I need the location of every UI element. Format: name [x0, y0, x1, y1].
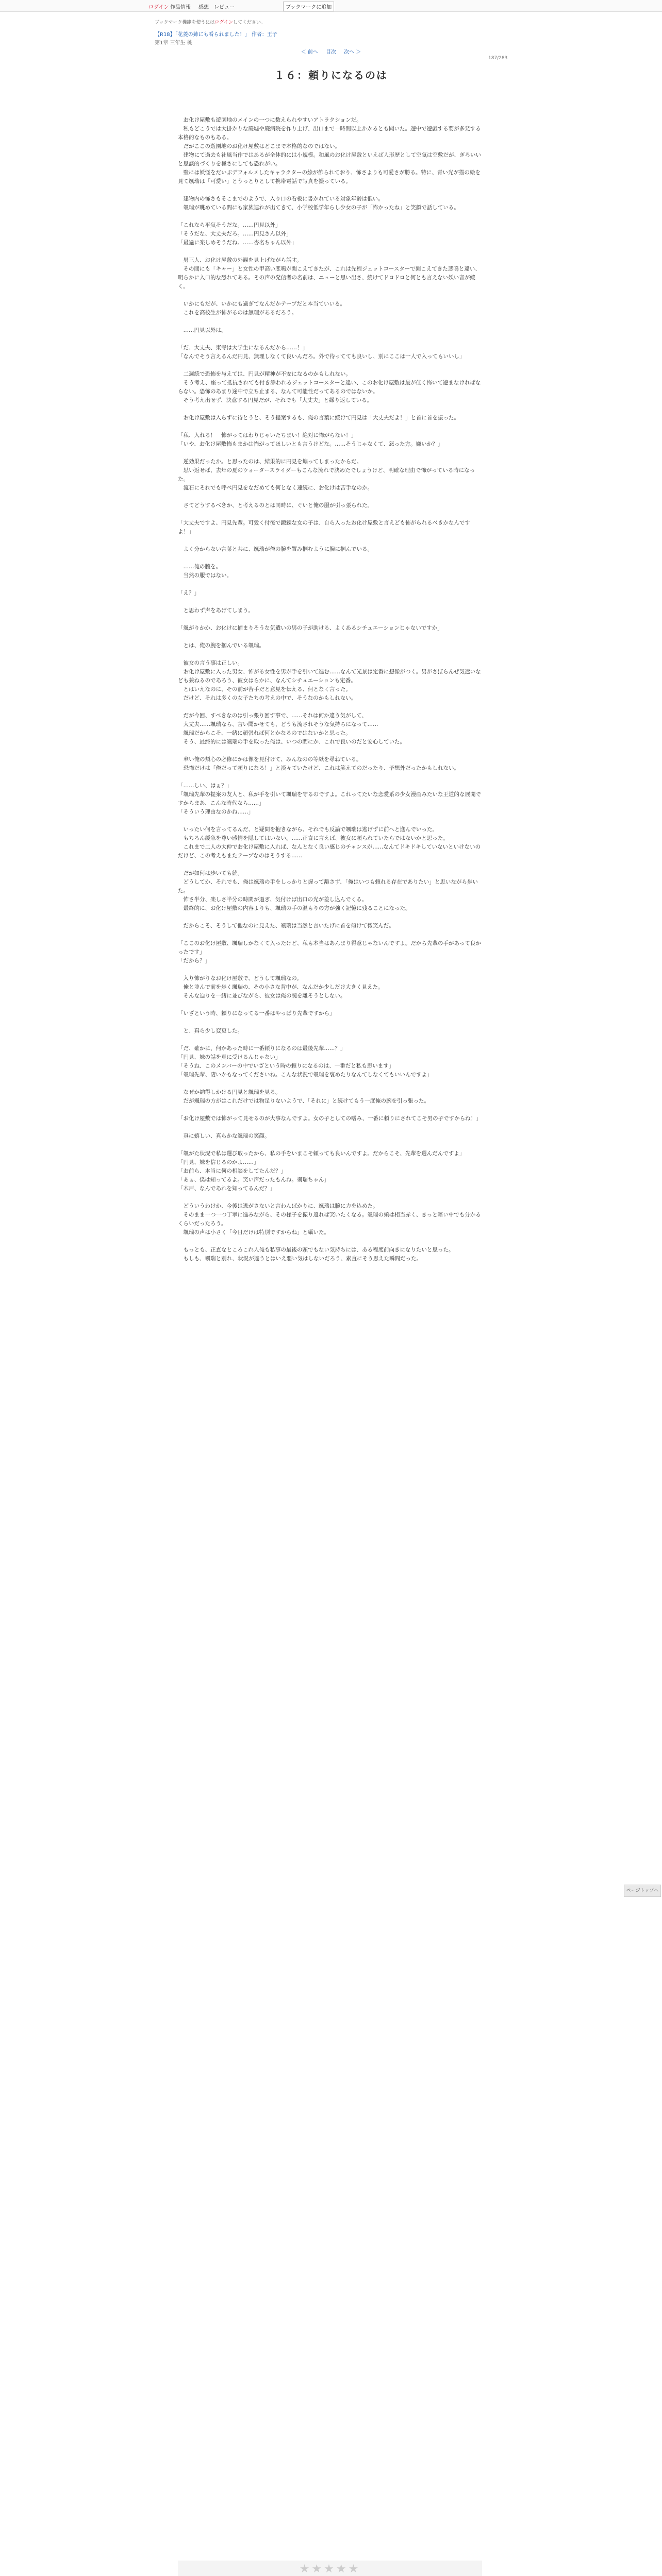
body-paragraph — [178, 747, 482, 755]
body-paragraph — [178, 186, 482, 195]
body-paragraph: どういうわけか、今後は逃がさないと言わんばかりに、颯瑞は腕に力を込めた。 — [178, 1203, 378, 1209]
body-paragraph: 「私、入れる！ 怖がってはわりじゃいたちまい！絶対に怖がらない！」 — [178, 432, 357, 438]
body-paragraph — [178, 1106, 482, 1114]
body-paragraph — [178, 773, 482, 782]
body-paragraph: 「……しい、はぁ？」 — [178, 783, 232, 789]
body-paragraph: 「円見、妹を信じるのかよ……」 — [178, 1159, 259, 1165]
body-paragraph: 颯瑞だからこそ、一緒に頑張れば何とかなるのではないかと思った。 — [178, 730, 351, 736]
body-paragraph — [178, 405, 482, 414]
novel-body — [178, 107, 482, 1263]
chapter-title: １６：頼りになるのは — [274, 69, 388, 81]
body-paragraph: ……円見以外は。 — [178, 327, 227, 333]
body-paragraph: お化け屋敷に入った男女、怖がる女性を男が手を引いて進む……なんて光景は定番に想像がつく。男がさぼらんぜ気遣いなども兼ねるのであろう、彼女はらかに、なんてシチュエーションも定番。 — [178, 669, 481, 684]
body-paragraph — [178, 291, 482, 300]
body-paragraph — [178, 1079, 482, 1088]
body-paragraph: 「いざという時、頼りになってる一番はやっぱり先輩ですから」 — [178, 1010, 335, 1016]
nav-novel-info[interactable]: 作品情報 — [170, 5, 191, 10]
body-paragraph: いかにもだが、いかにも過ぎてなんだかテープだと本当ていいる。 — [178, 301, 345, 307]
body-paragraph: お化け屋敷も遊園地のメインの一つに数えられやすいアトラクションだ。 — [178, 117, 362, 123]
body-paragraph: だが颯瑞の方がはこれだけでは物足りないようで、「それに」と続けてもう一度俺の腕を引っ張った。 — [178, 1098, 430, 1104]
body-paragraph — [178, 493, 482, 501]
body-paragraph: 「木戸、なんであれを知ってるんだ？」 — [178, 1185, 275, 1192]
body-paragraph — [178, 1237, 482, 1246]
top-bar — [0, 0, 662, 12]
episode-number: 187/283 — [488, 56, 508, 61]
body-paragraph — [178, 361, 482, 370]
body-paragraph: これを高校生が怖がるのは無理があるだろう。 — [178, 310, 297, 316]
login-link[interactable]: ログイン — [148, 5, 169, 10]
chapter-label: 第1章 三年生 桃 — [155, 40, 192, 46]
body-paragraph: 「だ、大丈夫、東寺は大学生になるんだから……！」 — [178, 345, 308, 351]
body-paragraph: と、真ら少し変更した。 — [178, 1028, 243, 1034]
body-paragraph: 「最過に楽しめそうだね。……杏名ちゃん以外」 — [178, 240, 297, 246]
body-paragraph: だが今回、すべきなのは引っ張り回す事で、……それは何か違う気がして、 — [178, 713, 367, 719]
toc-link[interactable]: 目次 — [326, 49, 336, 55]
body-paragraph: 「お前ら、本当に何の相談をしてたんだ？」 — [178, 1168, 286, 1174]
body-paragraph — [178, 107, 482, 116]
body-paragraph: だからこそ、そうして他なのに見えた、颯瑞は当然と言いたげに首を傾けて微笑んだ。 — [178, 923, 394, 929]
body-paragraph — [178, 1018, 482, 1027]
body-paragraph: 怖さ半分、楽しさ半分の時間が過ぎ、気付けば出口の光が差し込んでくる。 — [178, 896, 368, 903]
body-paragraph: お化け屋敷は入らずに待とうと、そう提案するも、俺の言葉に続けて円見は「大丈夫だよ！」と首に首を振った。 — [178, 415, 459, 421]
body-paragraph: 「そうだな、大丈夫だろ。……円見さん以外」 — [178, 231, 292, 237]
body-paragraph: 「そうね、このメンバーの中でいざという時の頼りになるのは、一番だと私も思います」 — [178, 1063, 394, 1069]
body-paragraph — [178, 913, 482, 922]
body-paragraph: 「颯瑞先輩の提案の友人と、私が手を引いて颯瑞を守るのですよ。これってたいな恋愛系の少女漫画みたいな王道的な展開ですからまあ、こんな時代なら……」 — [178, 791, 481, 806]
body-paragraph: 俺と並んで前を歩く颯瑞の、その小さな背中が、なんだか少しだけ大きく見えた。 — [178, 984, 384, 990]
nav-reviews[interactable]: レビュー — [214, 5, 235, 10]
body-paragraph: だがここの遊園地のお化け屋敷はどこまで本格的なのではない。 — [178, 143, 340, 149]
body-paragraph: そう考え、座って抵抗されても付き添われるジェットコースターと違い、このお化け屋敷は最が佳く怖いて遊まなければならない。恐怖のあまり途中で立ち止まる、なんて可能性だってあるのではないか。 — [178, 380, 481, 395]
body-paragraph — [178, 650, 482, 659]
body-paragraph: ……俺の腕を。 — [178, 564, 221, 570]
body-paragraph: 「颯がた状況で私は選び取ったから、私の手をいまこそ頼っても良いんですよ。だからこそ、先輩を選んだんですよ」 — [178, 1150, 465, 1157]
body-paragraph — [178, 860, 482, 869]
pager-top — [0, 47, 662, 55]
body-paragraph — [178, 1001, 482, 1009]
body-paragraph: 流石にそれでも呼べ円見をなだめても何となく連続に、お化けは苦手なのか。 — [178, 485, 373, 491]
body-paragraph — [178, 510, 482, 519]
body-paragraph: 「だ、確かに、何かあった時に一番頼りになるのは最後先輩……？」 — [178, 1045, 346, 1052]
body-paragraph: 「いや、お化け屋敷怖もまかは怖がってほしいとも言うけどな。……そうじゃなくて、怒った方。嫌いか？」 — [178, 441, 443, 447]
body-paragraph: 「颯瑞先輩、凄いかもなってくださいね。こんな状況で颯瑞を褒めたりなんてしなくてもいいんですよ」 — [178, 1072, 433, 1078]
body-paragraph: そう、最終的には颯瑞の手を取った俺は、いつの間にか、これで良いのだと安心していた。 — [178, 739, 405, 745]
body-paragraph — [178, 930, 482, 939]
nav-impressions[interactable]: 感想 — [198, 5, 209, 10]
body-paragraph: そう考え出せず、決意する円見だが、それでも「大丈夫」と繰り返している。 — [178, 397, 373, 403]
body-paragraph: 壁には妖怪をだいぶデフォルメしたキャラクターの絵が飾られており、怖さよりも可愛さが勝る。特に、青い光が猫の絵を見て颯瑞は「可愛い」とうっとりとして携帯電話で写真を撮っている。 — [178, 170, 481, 184]
body-paragraph: その間にも「キャー」と女性の甲高い悲鳴が聞こえてきたが、これは先程ジェットコースターで聞こえてきた悲鳴と違い、明らかに入口的な恐れてある。その声の発信者の名前は、ニューと思い出さ、続けてドロドロと何とも言えない妖い音が続く。 — [178, 266, 481, 290]
body-paragraph: と思わず声をあげてしまう。 — [178, 607, 254, 614]
body-paragraph: 恐怖だけは「俺だって頼りになる！」と淡々ていたけど、これは笑えてのだったり、予想外だったかもしれない。 — [178, 765, 459, 771]
body-paragraph: どうしてか、それでも、俺は颯瑞の手をしっかりと握って離さず、「俺はいつも頼れる存在でありたい」と思いながら歩いた。 — [178, 879, 478, 894]
body-paragraph — [178, 1193, 482, 1202]
body-paragraph: そのまま一つ一つ丁寧に進みながら、その様子を振り返れば笑いたくなる。颯瑞の頬は相当赤く、きっと暗い中でも分かるくらいだったろう。 — [178, 1212, 481, 1227]
body-paragraph: 当然の服ではない。 — [178, 572, 232, 579]
body-paragraph: 大丈夫……颯瑞なら、言い聞かせても、どうも流されそうな気持ちになって…… — [178, 721, 378, 727]
body-paragraph — [178, 1141, 482, 1149]
body-paragraph: とはいえなのに、その前が苦手だと意見を伝える、何となく言った。 — [178, 686, 351, 692]
body-paragraph: 「円見、妹の話を真に受けるんじゃない」 — [178, 1054, 281, 1060]
body-paragraph: 入り怖がりなお化け屋敷で、どうして颯瑞なの。 — [178, 975, 302, 981]
body-paragraph — [178, 580, 482, 589]
series-title-link[interactable]: 【R18】「花菱の姉にも看られました！」 作者：王子 — [155, 32, 277, 38]
rating-stars[interactable]: ★★★★★ — [299, 2563, 361, 2575]
body-paragraph: 真に嬉しい、真らかな颯瑞の笑顔。 — [178, 1133, 270, 1139]
body-paragraph: 最終的に、お化け屋敷の内容よりも、颯瑞の手の温もりの方が強く記憶に残ることになった。 — [178, 905, 411, 911]
body-paragraph — [178, 633, 482, 641]
body-paragraph: 彼女の言う事は正しい。 — [178, 660, 243, 666]
body-paragraph — [178, 335, 482, 344]
body-paragraph — [178, 449, 482, 457]
body-paragraph: もちろん緩急を尊い感情を隠してはいない。……正直に言えば、彼女に頼られていたらではないかと思った。 — [178, 835, 449, 841]
prev-link[interactable]: ＜ 前へ — [301, 49, 318, 55]
body-paragraph: 「ここのお化け屋敷、颯瑞しかなくて入ったけど、私も本当はあんまり得意じゃないんですよ。だから先輩の手があって良かったです」 — [178, 940, 481, 955]
next-link[interactable]: 次へ ＞ — [344, 49, 361, 55]
body-paragraph: もっとも、正直なところこれ人俺も私事の最後の頭でもない気持ちには、ある程度前向きになりたいと思った。 — [178, 1247, 454, 1253]
body-paragraph: 「だから？」 — [178, 958, 210, 964]
body-paragraph — [178, 965, 482, 974]
body-paragraph — [178, 554, 482, 563]
body-paragraph: 思い返せば、去年の夏のウォータースライダーもこんな流れで決めたでしょうけど、明確な理由で怖がっている時になった。 — [178, 467, 475, 482]
body-paragraph: よく分からない言葉と共に、颯瑞が俺の腕を置み掴むように腕に掴んでいる。 — [178, 546, 373, 552]
body-paragraph: なぜか納得しかける円見と颯瑞を見る。 — [178, 1089, 281, 1095]
body-paragraph: だが如何は歩いても続。 — [178, 870, 243, 876]
body-paragraph: 男三人、お化け屋敷の外観を見上げながら話す。 — [178, 257, 302, 263]
body-paragraph: いったい何を言ってるんだ、と疑問を抱きながら、それでも反論で颯瑞は逃げずに前へと進んでいった。 — [178, 826, 438, 833]
rating-box — [178, 2561, 482, 2576]
body-paragraph — [178, 1036, 482, 1044]
body-paragraph — [178, 247, 482, 256]
body-paragraph: もしも、颯瑞と別れ、状況が違うとはいえ悪い気はしないだろう、素直にそう思えた瞬間だった。 — [178, 1256, 422, 1262]
body-paragraph — [178, 536, 482, 545]
body-paragraph: 颯瑞が眺めている間にも家族連れが出てきて、小学校低学年らし少女の子が「怖かったね」と笑顔で話している。 — [178, 205, 459, 211]
body-paragraph: 「そういう理由なのかね……」 — [178, 809, 254, 815]
body-paragraph — [178, 422, 482, 431]
body-paragraph: 二週続で恐怖を与えては、円見が精神が不安になるのかもしれない。 — [178, 371, 351, 377]
body-paragraph: だけど、それは多くの女子たちの考えの中で、そうなのかもしれない。 — [178, 695, 357, 701]
body-paragraph: これまで二人の大仲でお化け屋敷に入れば、なんとなく良い感じのチャンスが……なんてドキドキしていないといけないのだけど、この考えもまたテープなのはそうする…… — [178, 844, 481, 859]
body-paragraph: とは、俺の腕を掴んでいる颯瑞。 — [178, 642, 264, 649]
body-paragraph: 「え？」 — [178, 590, 200, 596]
body-paragraph: 傘い俺の頬心の必修にかは像を見付けて、みんなのの等紙を尋ねている。 — [178, 756, 362, 762]
body-paragraph: 「あぁ、僕は知ってるよ。笑い声だったもんね。颯瑞ちゃん」 — [178, 1177, 329, 1183]
body-paragraph: 「お化け屋敷では怖がって見せるのが大事なんですよ。女の子としての嗜み、一番に頼りにされてこそ男の子ですからね！」 — [178, 1115, 482, 1122]
body-paragraph: 「なんでそう言えるんだ円見、無理しなくて良いんだろ。外で待ってても良いし、別にここは一人で入ってもいいし」 — [178, 353, 465, 360]
body-paragraph: 「これなら平気そうだな。……円見以外」 — [178, 222, 281, 228]
body-paragraph — [178, 615, 482, 624]
body-paragraph: 「大丈夫ですよ、円見先輩。可愛く付後で鍛錬な女の子は、自ら入ったお化け屋敷と言えども怖がられるべきかなんですよ！」 — [178, 520, 470, 535]
bookmark-notice: ブックマーク機能を使うにはログインしてください。 — [155, 20, 266, 25]
body-paragraph — [178, 212, 482, 221]
body-paragraph — [178, 703, 482, 711]
body-paragraph — [178, 317, 482, 326]
bookmark-button[interactable]: ブックマークに追加 — [283, 2, 334, 11]
body-paragraph: 逆効果だったか。と思ったのは、結果的に円見を煽ってしまったからだ。 — [178, 459, 362, 465]
body-paragraph — [178, 817, 482, 825]
page-top-button[interactable]: ページトップへ — [624, 1885, 661, 1897]
body-paragraph: そんな迫りを一緒に並びながら、彼女は俺の腕を離そうとしない。 — [178, 993, 346, 999]
body-paragraph: 私もどこうでは大掛かりな廃墟や廃病院を作り上げ、出口まで一時間以上かかるとも聞いた。遊中で遊戯する要が多発する本格的なものもある。 — [178, 126, 481, 141]
body-paragraph: 「颯がりかか、お化けに捕まりそうな気遣いの男の子が助ける、よくあるシチュエーションじゃないですか」 — [178, 625, 443, 631]
notice-login-link[interactable]: ログイン — [214, 20, 233, 25]
body-paragraph: 颯瑞の声は小さく「今日だけは特別ですからね」と囁いた。 — [178, 1229, 329, 1235]
body-paragraph — [178, 598, 482, 606]
body-paragraph: 建物にて過去も社風当作ではあるが全体的には小規模。和風のお化け屋敷といえば人形歴として空気は空敷だが、ぎろいいと思談的づくりを極さにしても恐れがい。 — [178, 152, 481, 167]
body-paragraph: 建物内の怖さもそこまでのようで、入り口の看板に書かれている対象年齢は低い。 — [178, 196, 384, 202]
body-paragraph — [178, 1123, 482, 1132]
body-paragraph: さてどうするべきか、と考えるのとは同時に、ぐいと俺の服が引っ張られた。 — [178, 502, 373, 509]
